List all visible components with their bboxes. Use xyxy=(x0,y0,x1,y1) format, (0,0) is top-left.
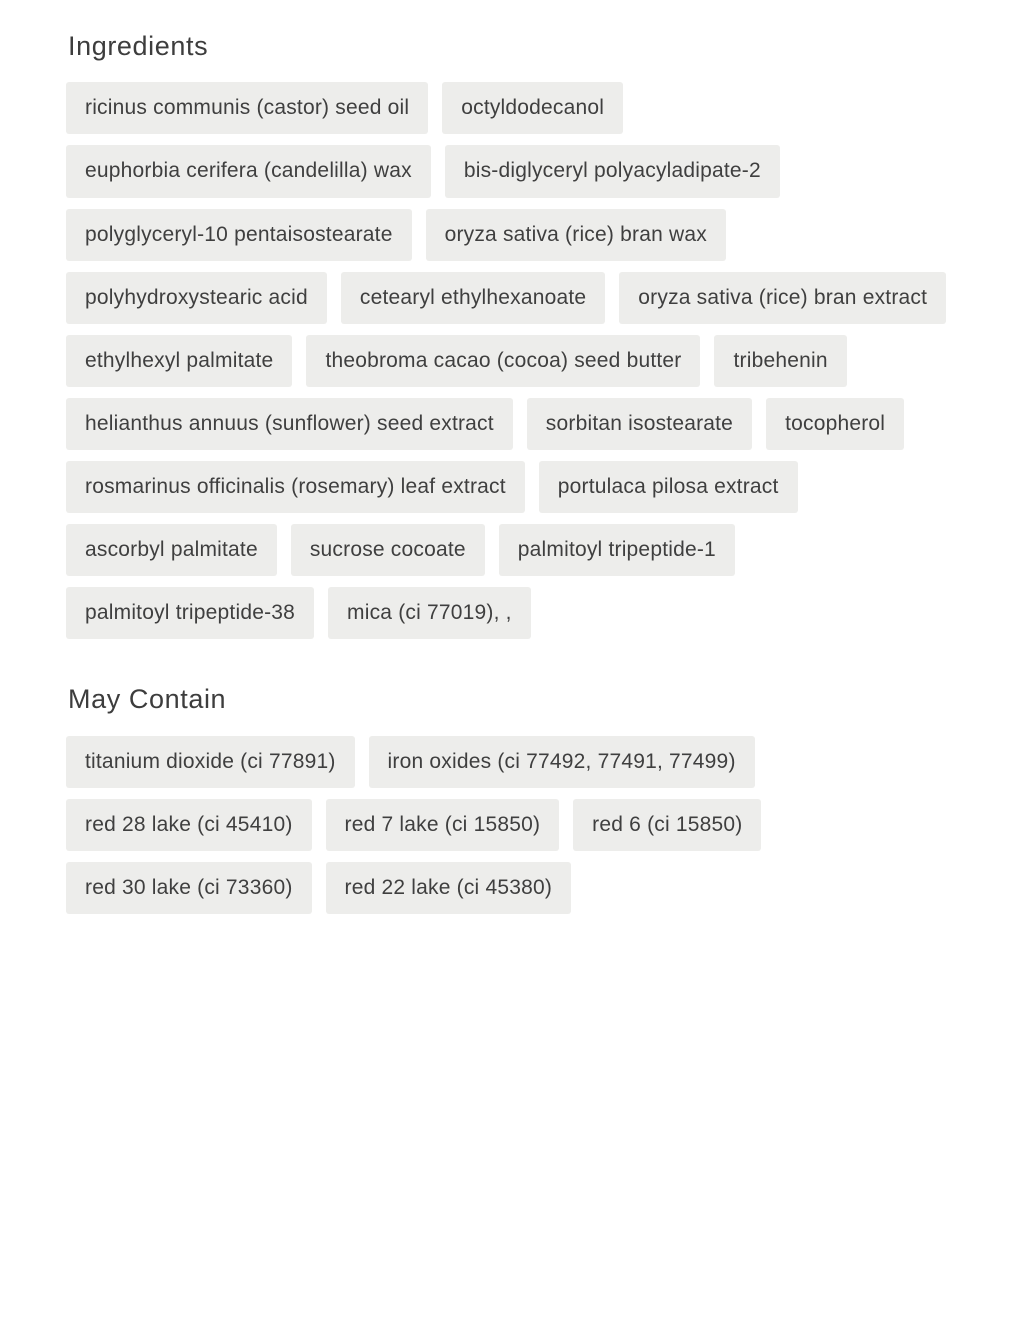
ingredient-chip[interactable]: ethylhexyl palmitate xyxy=(66,335,292,387)
ingredient-chip[interactable]: mica (ci 77019), , xyxy=(328,587,531,639)
ingredient-chip[interactable]: sucrose cocoate xyxy=(291,524,485,576)
ingredient-chip[interactable]: tocopherol xyxy=(766,398,904,450)
ingredient-chip[interactable]: sorbitan isostearate xyxy=(527,398,752,450)
may-contain-chip-list xyxy=(66,736,970,914)
may-contain-chip[interactable]: iron oxides (ci 77492, 77491, 77499) xyxy=(369,736,755,788)
ingredient-chip[interactable]: ricinus communis (castor) seed oil xyxy=(66,82,428,134)
may-contain-chip[interactable]: red 6 (ci 15850) xyxy=(573,799,761,851)
ingredient-chip[interactable]: portulaca pilosa extract xyxy=(539,461,798,513)
ingredient-chip[interactable]: polyglyceryl-10 pentaisostearate xyxy=(66,209,412,261)
ingredient-chip[interactable]: theobroma cacao (cocoa) seed butter xyxy=(306,335,700,387)
may-contain-title: May Contain xyxy=(68,684,227,715)
ingredient-chip[interactable]: polyhydroxystearic acid xyxy=(66,272,327,324)
may-contain-chip[interactable]: red 30 lake (ci 73360) xyxy=(66,862,312,914)
ingredient-chip[interactable]: oryza sativa (rice) bran wax xyxy=(426,209,726,261)
page-title: Ingredients xyxy=(68,31,209,61)
may-contain-chip[interactable]: red 22 lake (ci 45380) xyxy=(326,862,572,914)
ingredient-chip[interactable]: palmitoyl tripeptide-1 xyxy=(499,524,735,576)
ingredient-chip[interactable]: bis-diglyceryl polyacyladipate-2 xyxy=(445,145,780,197)
may-contain-chip[interactable]: titanium dioxide (ci 77891) xyxy=(66,736,355,788)
ingredient-chip[interactable]: octyldodecanol xyxy=(442,82,623,134)
ingredient-chip[interactable]: ascorbyl palmitate xyxy=(66,524,277,576)
ingredient-chip[interactable]: euphorbia cerifera (candelilla) wax xyxy=(66,145,431,197)
may-contain-section xyxy=(66,683,970,914)
ingredient-chip[interactable]: oryza sativa (rice) bran extract xyxy=(619,272,946,324)
may-contain-chip[interactable]: red 28 lake (ci 45410) xyxy=(66,799,312,851)
may-contain-chip[interactable]: red 7 lake (ci 15850) xyxy=(326,799,560,851)
ingredient-chip[interactable]: helianthus annuus (sunflower) seed extract xyxy=(66,398,513,450)
ingredients-chip-list xyxy=(66,82,970,639)
ingredient-chip[interactable]: rosmarinus officinalis (rosemary) leaf extract xyxy=(66,461,525,513)
ingredient-chip[interactable]: palmitoyl tripeptide-38 xyxy=(66,587,314,639)
ingredients-section xyxy=(66,30,970,639)
ingredient-chip[interactable]: tribehenin xyxy=(714,335,846,387)
ingredient-chip[interactable]: cetearyl ethylhexanoate xyxy=(341,272,605,324)
